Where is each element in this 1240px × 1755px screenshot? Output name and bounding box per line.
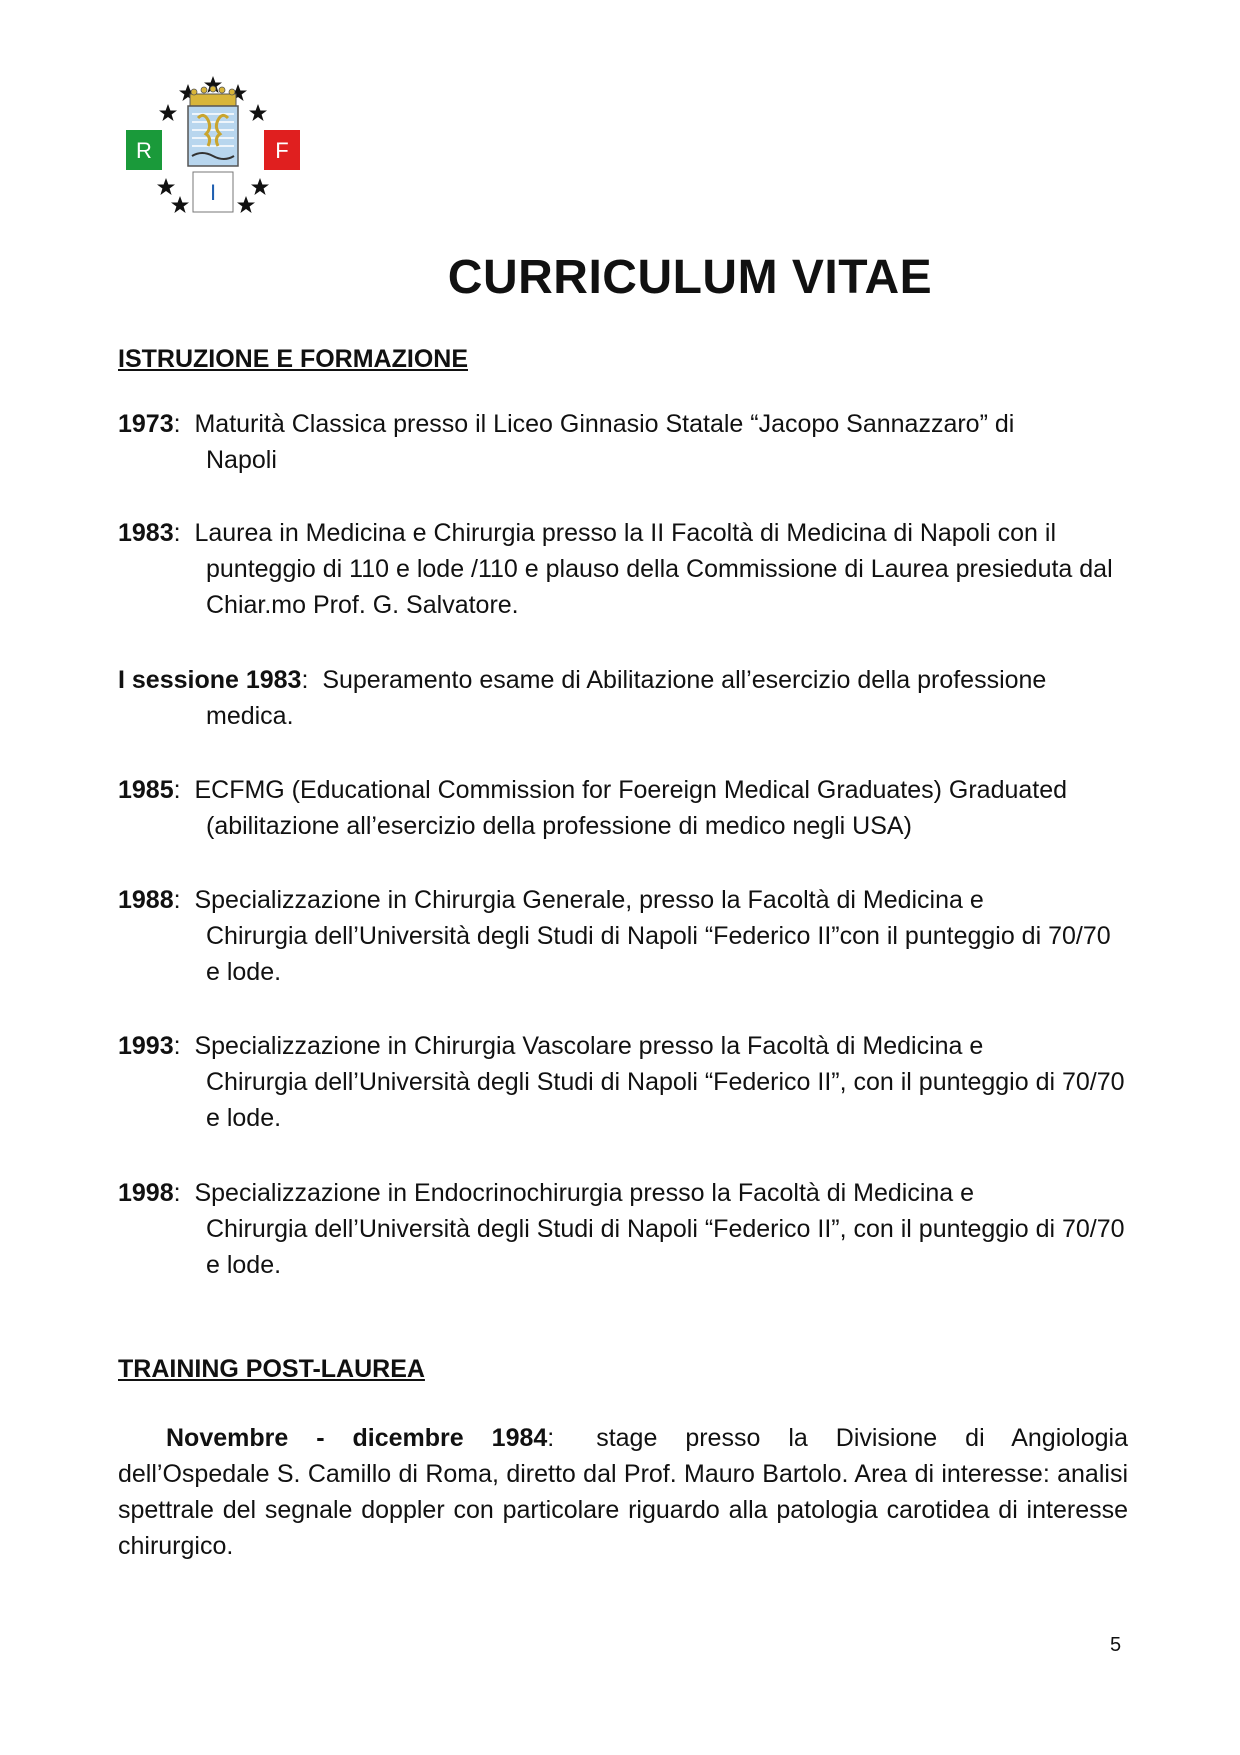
crest-shield-icon (188, 106, 238, 166)
training-separator: : (547, 1424, 555, 1452)
entry-separator: : (173, 1179, 195, 1207)
crown-icon (190, 86, 236, 106)
entry-separator: : (173, 886, 195, 914)
training-period: Novembre - dicembre 1984 (166, 1424, 548, 1452)
entry-separator: : (301, 666, 323, 694)
training-heading: TRAINING POST-LAUREA (118, 1355, 425, 1383)
rfi-logo (118, 70, 308, 245)
education-entry-1998 (118, 1175, 1128, 1283)
entry-year: 1998 (118, 1179, 174, 1207)
entry-year: 1985 (118, 776, 174, 804)
education-entry-abilitazione (118, 662, 1128, 734)
education-entry-1993 (118, 1028, 1128, 1136)
entry-text: Laurea in Medicina e Chirurgia presso la II Facoltà di Medicina di Napoli con il (194, 519, 1057, 547)
entry-text-continued: Napoli (206, 446, 277, 474)
entry-text: Superamento esame di Abilitazione all’esercizio della professione (322, 666, 1047, 694)
logo-letter-left: R (136, 138, 152, 163)
entry-separator: : (173, 519, 195, 547)
entry-year: 1993 (118, 1032, 174, 1060)
training-paragraph (118, 1420, 1135, 1564)
page-number: 5 (1110, 1634, 1122, 1656)
entry-separator: : (173, 776, 195, 804)
logo-letter-center: I (209, 180, 217, 205)
education-heading: ISTRUZIONE E FORMAZIONE (118, 345, 468, 373)
entry-text-continued: medica. (206, 702, 294, 730)
entry-year: I sessione 1983 (118, 666, 302, 694)
page-title: CURRICULUM VITAE (447, 251, 933, 304)
entry-text-continued: (abilitazione all’esercizio della professione di medico negli USA) (206, 812, 912, 840)
education-entry-1983 (118, 515, 1128, 623)
entry-separator: : (173, 410, 195, 438)
entry-text: Specializzazione in Chirurgia Vascolare presso la Facoltà di Medicina e (194, 1032, 984, 1060)
entry-text-continued: Chirurgia dell’Università degli Studi di Napoli “Federico II”con il punteggio di 70/70 e lode. (206, 922, 1111, 986)
entry-year: 1973 (118, 410, 174, 438)
entry-text-continued: Chirurgia dell’Università degli Studi di Napoli “Federico II”, con il punteggio di 70/70 e lode. (206, 1068, 1125, 1132)
education-entry-1985 (118, 772, 1128, 844)
entry-separator: : (173, 1032, 195, 1060)
entry-text: Specializzazione in Chirurgia Generale, presso la Facoltà di Medicina e (194, 886, 984, 914)
entry-text: Maturità Classica presso il Liceo Ginnasio Statale “Jacopo Sannazzaro” di (194, 410, 1015, 438)
education-entry-1988 (118, 882, 1128, 990)
education-entry-1973 (118, 406, 1128, 478)
entry-year: 1983 (118, 519, 174, 547)
entry-text: Specializzazione in Endocrinochirurgia presso la Facoltà di Medicina e (194, 1179, 975, 1207)
entry-text: ECFMG (Educational Commission for Foereign Medical Graduates) Graduated (194, 776, 1068, 804)
entry-text-continued: punteggio di 110 e lode /110 e plauso della Commissione di Laurea presieduta dal Chiar.mo Prof. G. Salvatore. (206, 555, 1113, 619)
entry-year: 1988 (118, 886, 174, 914)
entry-text-continued: Chirurgia dell’Università degli Studi di Napoli “Federico II”, con il punteggio di 70/70 e lode. (206, 1215, 1125, 1279)
training-text: stage presso la Divisione di Angiologia dell’Ospedale S. Camillo di Roma, diretto dal Prof. Mauro Bartolo. Area di interesse: analisi spettrale del segnale doppler con particolare riguardo alla patologia carotidea di interesse chirurgico. (118, 1424, 1135, 1560)
logo-letter-right: F (275, 138, 289, 163)
